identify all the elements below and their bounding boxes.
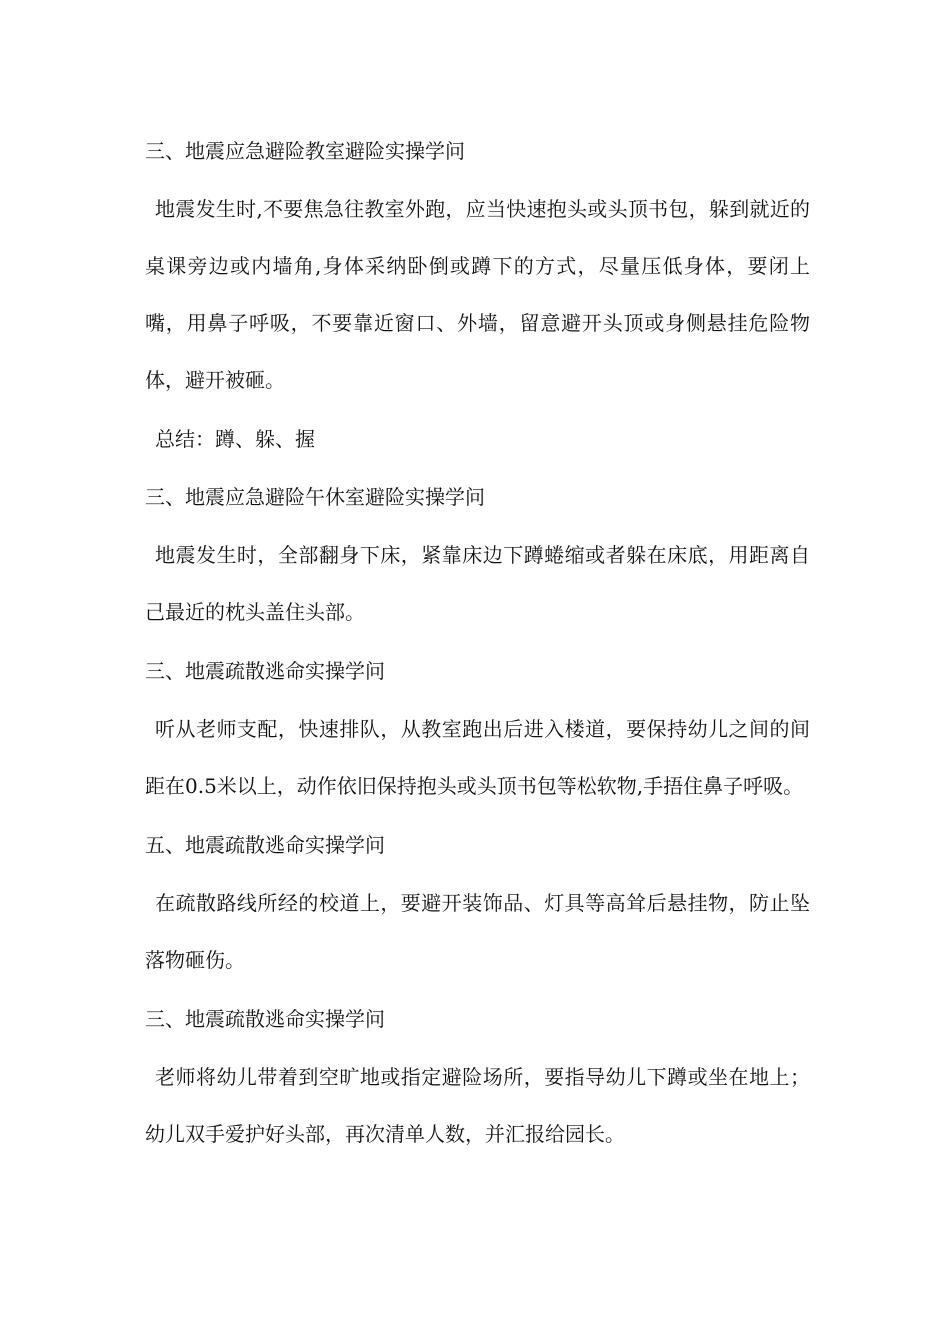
section-paragraph: 听从老师支配，快速排队，从教室跑出后进入楼道，要保持幼儿之间的间距在0.5米以上，动作依旧保持抱头或头顶书包等松软物,手捂住鼻子呼吸。 (145, 717, 810, 798)
section-nap-room (145, 478, 810, 641)
section-heading: 三、地震疏散逃命实操学问 (145, 659, 385, 683)
section-paragraph: 地震发生时,不要焦急往教室外跑，应当快速抱头或头顶书包，躲到就近的桌课旁边或内墙角,身体采纳卧倒或蹲下的方式，尽量压低身体，要闭上嘴，用鼻子呼吸，不要靠近窗口、外墙，留意避开头顶或身侧悬挂危险物体，避开被砸。 (145, 197, 810, 392)
document-body (145, 132, 810, 1174)
section-paragraph: 地震发生时，全部翻身下床，紧靠床边下蹲蜷缩或者躲在床底，用距离自己最近的枕头盖住头部。 (145, 543, 810, 624)
section-summary: 总结：蹲、躲、握 (155, 427, 315, 451)
section-heading: 三、地震疏散逃命实操学问 (145, 1007, 385, 1031)
section-heading: 五、地震疏散逃命实操学问 (145, 833, 385, 857)
section-paragraph: 在疏散路线所经的校道上，要避开装饰品、灯具等高耸后悬挂物，防止坠落物砸伤。 (145, 891, 810, 972)
section-heading: 三、地震应急避险教室避险实操学问 (145, 139, 465, 163)
section-heading: 三、地震应急避险午休室避险实操学问 (145, 485, 485, 509)
section-classroom (145, 132, 810, 458)
section-evacuation-1 (145, 652, 810, 815)
section-paragraph: 老师将幼儿带着到空旷地或指定避险场所，要指导幼儿下蹲或坐在地上；幼儿双手爱护好头部，再次清单人数，并汇报给园长。 (145, 1065, 810, 1146)
section-evacuation-3 (145, 1000, 810, 1163)
section-evacuation-2 (145, 826, 810, 989)
